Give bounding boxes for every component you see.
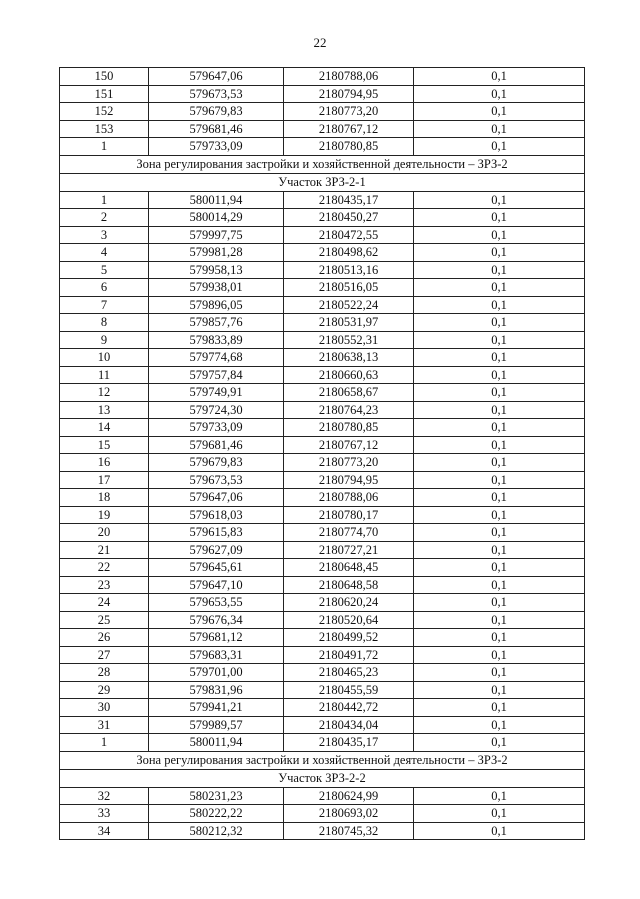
y-coordinate-cell: 2180794,95 <box>284 85 414 103</box>
point-number-cell: 22 <box>60 559 149 577</box>
point-number-cell: 10 <box>60 349 149 367</box>
point-number-cell: 15 <box>60 436 149 454</box>
point-number-cell: 16 <box>60 454 149 472</box>
table-row <box>60 716 585 734</box>
coordinates-table <box>59 67 585 840</box>
point-number-cell: 13 <box>60 401 149 419</box>
x-coordinate-cell: 579981,28 <box>149 244 284 262</box>
point-number-cell: 19 <box>60 506 149 524</box>
zone-heading-group-2 <box>60 751 585 787</box>
x-coordinate-cell: 579749,91 <box>149 384 284 402</box>
site-heading: Участок ЗРЗ-2-2 <box>60 769 585 787</box>
accuracy-cell: 0,1 <box>414 629 585 647</box>
accuracy-cell: 0,1 <box>414 349 585 367</box>
x-coordinate-cell: 579833,89 <box>149 331 284 349</box>
table-row <box>60 103 585 121</box>
accuracy-cell: 0,1 <box>414 314 585 332</box>
table-row <box>60 384 585 402</box>
x-coordinate-cell: 579681,46 <box>149 436 284 454</box>
y-coordinate-cell: 2180435,17 <box>284 191 414 209</box>
point-number-cell: 6 <box>60 279 149 297</box>
accuracy-cell: 0,1 <box>414 576 585 594</box>
x-coordinate-cell: 579997,75 <box>149 226 284 244</box>
y-coordinate-cell: 2180513,16 <box>284 261 414 279</box>
point-number-cell: 23 <box>60 576 149 594</box>
y-coordinate-cell: 2180773,20 <box>284 454 414 472</box>
point-number-cell: 32 <box>60 787 149 805</box>
table-row <box>60 559 585 577</box>
table-row <box>60 296 585 314</box>
point-number-cell: 31 <box>60 716 149 734</box>
point-number-cell: 153 <box>60 120 149 138</box>
x-coordinate-cell: 579831,96 <box>149 681 284 699</box>
point-number-cell: 11 <box>60 366 149 384</box>
accuracy-cell: 0,1 <box>414 471 585 489</box>
table-row <box>60 594 585 612</box>
point-number-cell: 1 <box>60 191 149 209</box>
table-row <box>60 138 585 156</box>
point-number-cell: 26 <box>60 629 149 647</box>
x-coordinate-cell: 579618,03 <box>149 506 284 524</box>
x-coordinate-cell: 580222,22 <box>149 805 284 823</box>
y-coordinate-cell: 2180780,85 <box>284 138 414 156</box>
y-coordinate-cell: 2180442,72 <box>284 699 414 717</box>
x-coordinate-cell: 579989,57 <box>149 716 284 734</box>
table-row <box>60 524 585 542</box>
x-coordinate-cell: 579615,83 <box>149 524 284 542</box>
table-row <box>60 331 585 349</box>
zone-heading-row <box>60 155 585 173</box>
zone-heading: Зона регулирования застройки и хозяйственной деятельности – ЗРЗ-2 <box>60 751 585 769</box>
x-coordinate-cell: 579733,09 <box>149 419 284 437</box>
x-coordinate-cell: 579683,31 <box>149 646 284 664</box>
x-coordinate-cell: 579679,83 <box>149 103 284 121</box>
y-coordinate-cell: 2180794,95 <box>284 471 414 489</box>
site-heading-row <box>60 173 585 191</box>
y-coordinate-cell: 2180658,67 <box>284 384 414 402</box>
point-number-cell: 12 <box>60 384 149 402</box>
x-coordinate-cell: 579733,09 <box>149 138 284 156</box>
y-coordinate-cell: 2180648,58 <box>284 576 414 594</box>
x-coordinate-cell: 579681,46 <box>149 120 284 138</box>
x-coordinate-cell: 579653,55 <box>149 594 284 612</box>
y-coordinate-cell: 2180472,55 <box>284 226 414 244</box>
accuracy-cell: 0,1 <box>414 611 585 629</box>
accuracy-cell: 0,1 <box>414 664 585 682</box>
accuracy-cell: 0,1 <box>414 296 585 314</box>
table-row <box>60 681 585 699</box>
point-number-cell: 4 <box>60 244 149 262</box>
y-coordinate-cell: 2180620,24 <box>284 594 414 612</box>
y-coordinate-cell: 2180767,12 <box>284 436 414 454</box>
accuracy-cell: 0,1 <box>414 559 585 577</box>
x-coordinate-cell: 579757,84 <box>149 366 284 384</box>
table-row <box>60 191 585 209</box>
accuracy-cell: 0,1 <box>414 436 585 454</box>
x-coordinate-cell: 580011,94 <box>149 734 284 752</box>
accuracy-cell: 0,1 <box>414 646 585 664</box>
accuracy-cell: 0,1 <box>414 716 585 734</box>
point-number-cell: 2 <box>60 209 149 227</box>
x-coordinate-cell: 580014,29 <box>149 209 284 227</box>
x-coordinate-cell: 579938,01 <box>149 279 284 297</box>
point-number-cell: 7 <box>60 296 149 314</box>
x-coordinate-cell: 580011,94 <box>149 191 284 209</box>
table-row <box>60 401 585 419</box>
x-coordinate-cell: 579701,00 <box>149 664 284 682</box>
x-coordinate-cell: 579645,61 <box>149 559 284 577</box>
y-coordinate-cell: 2180780,85 <box>284 419 414 437</box>
point-number-cell: 5 <box>60 261 149 279</box>
y-coordinate-cell: 2180788,06 <box>284 68 414 86</box>
y-coordinate-cell: 2180774,70 <box>284 524 414 542</box>
accuracy-cell: 0,1 <box>414 244 585 262</box>
x-coordinate-cell: 579857,76 <box>149 314 284 332</box>
table-row <box>60 349 585 367</box>
x-coordinate-cell: 579647,06 <box>149 489 284 507</box>
accuracy-cell: 0,1 <box>414 454 585 472</box>
point-number-cell: 152 <box>60 103 149 121</box>
y-coordinate-cell: 2180624,99 <box>284 787 414 805</box>
point-number-cell: 29 <box>60 681 149 699</box>
accuracy-cell: 0,1 <box>414 366 585 384</box>
point-number-cell: 9 <box>60 331 149 349</box>
table-row <box>60 822 585 840</box>
zone-heading-row <box>60 751 585 769</box>
y-coordinate-cell: 2180780,17 <box>284 506 414 524</box>
y-coordinate-cell: 2180450,27 <box>284 209 414 227</box>
table-row <box>60 366 585 384</box>
point-number-cell: 20 <box>60 524 149 542</box>
point-number-cell: 25 <box>60 611 149 629</box>
point-number-cell: 14 <box>60 419 149 437</box>
y-coordinate-cell: 2180552,31 <box>284 331 414 349</box>
point-number-cell: 28 <box>60 664 149 682</box>
table-row <box>60 805 585 823</box>
point-number-cell: 17 <box>60 471 149 489</box>
accuracy-cell: 0,1 <box>414 681 585 699</box>
x-coordinate-cell: 579627,09 <box>149 541 284 559</box>
y-coordinate-cell: 2180727,21 <box>284 541 414 559</box>
x-coordinate-cell: 579724,30 <box>149 401 284 419</box>
site-heading: Участок ЗРЗ-2-1 <box>60 173 585 191</box>
y-coordinate-cell: 2180745,32 <box>284 822 414 840</box>
table-row <box>60 611 585 629</box>
x-coordinate-cell: 579647,06 <box>149 68 284 86</box>
accuracy-cell: 0,1 <box>414 191 585 209</box>
y-coordinate-cell: 2180434,04 <box>284 716 414 734</box>
point-number-cell: 1 <box>60 734 149 752</box>
page-number: 22 <box>313 35 327 50</box>
x-coordinate-cell: 579673,53 <box>149 85 284 103</box>
accuracy-cell: 0,1 <box>414 85 585 103</box>
y-coordinate-cell: 2180693,02 <box>284 805 414 823</box>
accuracy-cell: 0,1 <box>414 419 585 437</box>
point-number-cell: 30 <box>60 699 149 717</box>
table-row <box>60 436 585 454</box>
table-row <box>60 664 585 682</box>
x-coordinate-cell: 579941,21 <box>149 699 284 717</box>
accuracy-cell: 0,1 <box>414 120 585 138</box>
table-row <box>60 471 585 489</box>
point-number-cell: 151 <box>60 85 149 103</box>
accuracy-cell: 0,1 <box>414 734 585 752</box>
table-row <box>60 489 585 507</box>
table-row <box>60 576 585 594</box>
point-number-cell: 8 <box>60 314 149 332</box>
table-row <box>60 629 585 647</box>
table-row <box>60 506 585 524</box>
accuracy-cell: 0,1 <box>414 68 585 86</box>
x-coordinate-cell: 579679,83 <box>149 454 284 472</box>
y-coordinate-cell: 2180660,63 <box>284 366 414 384</box>
x-coordinate-cell: 579958,13 <box>149 261 284 279</box>
table-row <box>60 209 585 227</box>
x-coordinate-cell: 580231,23 <box>149 787 284 805</box>
table-row <box>60 734 585 752</box>
table-row <box>60 314 585 332</box>
site-heading-row <box>60 769 585 787</box>
y-coordinate-cell: 2180767,12 <box>284 120 414 138</box>
table-row <box>60 244 585 262</box>
point-number-cell: 21 <box>60 541 149 559</box>
accuracy-cell: 0,1 <box>414 524 585 542</box>
y-coordinate-cell: 2180499,52 <box>284 629 414 647</box>
table-row <box>60 419 585 437</box>
zone-heading: Зона регулирования застройки и хозяйственной деятельности – ЗРЗ-2 <box>60 155 585 173</box>
x-coordinate-cell: 579896,05 <box>149 296 284 314</box>
y-coordinate-cell: 2180788,06 <box>284 489 414 507</box>
y-coordinate-cell: 2180531,97 <box>284 314 414 332</box>
point-number-cell: 33 <box>60 805 149 823</box>
y-coordinate-cell: 2180516,05 <box>284 279 414 297</box>
accuracy-cell: 0,1 <box>414 209 585 227</box>
accuracy-cell: 0,1 <box>414 384 585 402</box>
accuracy-cell: 0,1 <box>414 541 585 559</box>
accuracy-cell: 0,1 <box>414 787 585 805</box>
x-coordinate-cell: 579647,10 <box>149 576 284 594</box>
table-row <box>60 787 585 805</box>
table-row <box>60 279 585 297</box>
accuracy-cell: 0,1 <box>414 103 585 121</box>
y-coordinate-cell: 2180648,45 <box>284 559 414 577</box>
y-coordinate-cell: 2180773,20 <box>284 103 414 121</box>
point-number-cell: 3 <box>60 226 149 244</box>
point-number-cell: 1 <box>60 138 149 156</box>
accuracy-cell: 0,1 <box>414 331 585 349</box>
accuracy-cell: 0,1 <box>414 138 585 156</box>
accuracy-cell: 0,1 <box>414 279 585 297</box>
y-coordinate-cell: 2180435,17 <box>284 734 414 752</box>
table-row <box>60 454 585 472</box>
point-number-cell: 34 <box>60 822 149 840</box>
accuracy-cell: 0,1 <box>414 506 585 524</box>
y-coordinate-cell: 2180520,64 <box>284 611 414 629</box>
x-coordinate-cell: 580212,32 <box>149 822 284 840</box>
section-b-rows <box>60 191 585 751</box>
accuracy-cell: 0,1 <box>414 226 585 244</box>
table-row <box>60 646 585 664</box>
accuracy-cell: 0,1 <box>414 401 585 419</box>
y-coordinate-cell: 2180491,72 <box>284 646 414 664</box>
point-number-cell: 24 <box>60 594 149 612</box>
y-coordinate-cell: 2180498,62 <box>284 244 414 262</box>
point-number-cell: 150 <box>60 68 149 86</box>
x-coordinate-cell: 579681,12 <box>149 629 284 647</box>
table-row <box>60 68 585 86</box>
accuracy-cell: 0,1 <box>414 261 585 279</box>
y-coordinate-cell: 2180455,59 <box>284 681 414 699</box>
y-coordinate-cell: 2180522,24 <box>284 296 414 314</box>
section-c-rows <box>60 787 585 840</box>
point-number-cell: 27 <box>60 646 149 664</box>
table-row <box>60 85 585 103</box>
table-row <box>60 699 585 717</box>
y-coordinate-cell: 2180465,23 <box>284 664 414 682</box>
accuracy-cell: 0,1 <box>414 699 585 717</box>
table-row <box>60 261 585 279</box>
zone-heading-group-1 <box>60 155 585 191</box>
accuracy-cell: 0,1 <box>414 594 585 612</box>
table-row <box>60 541 585 559</box>
accuracy-cell: 0,1 <box>414 805 585 823</box>
table-row <box>60 120 585 138</box>
point-number-cell: 18 <box>60 489 149 507</box>
y-coordinate-cell: 2180638,13 <box>284 349 414 367</box>
y-coordinate-cell: 2180764,23 <box>284 401 414 419</box>
accuracy-cell: 0,1 <box>414 822 585 840</box>
x-coordinate-cell: 579676,34 <box>149 611 284 629</box>
section-a-rows <box>60 68 585 156</box>
x-coordinate-cell: 579774,68 <box>149 349 284 367</box>
accuracy-cell: 0,1 <box>414 489 585 507</box>
table-row <box>60 226 585 244</box>
x-coordinate-cell: 579673,53 <box>149 471 284 489</box>
